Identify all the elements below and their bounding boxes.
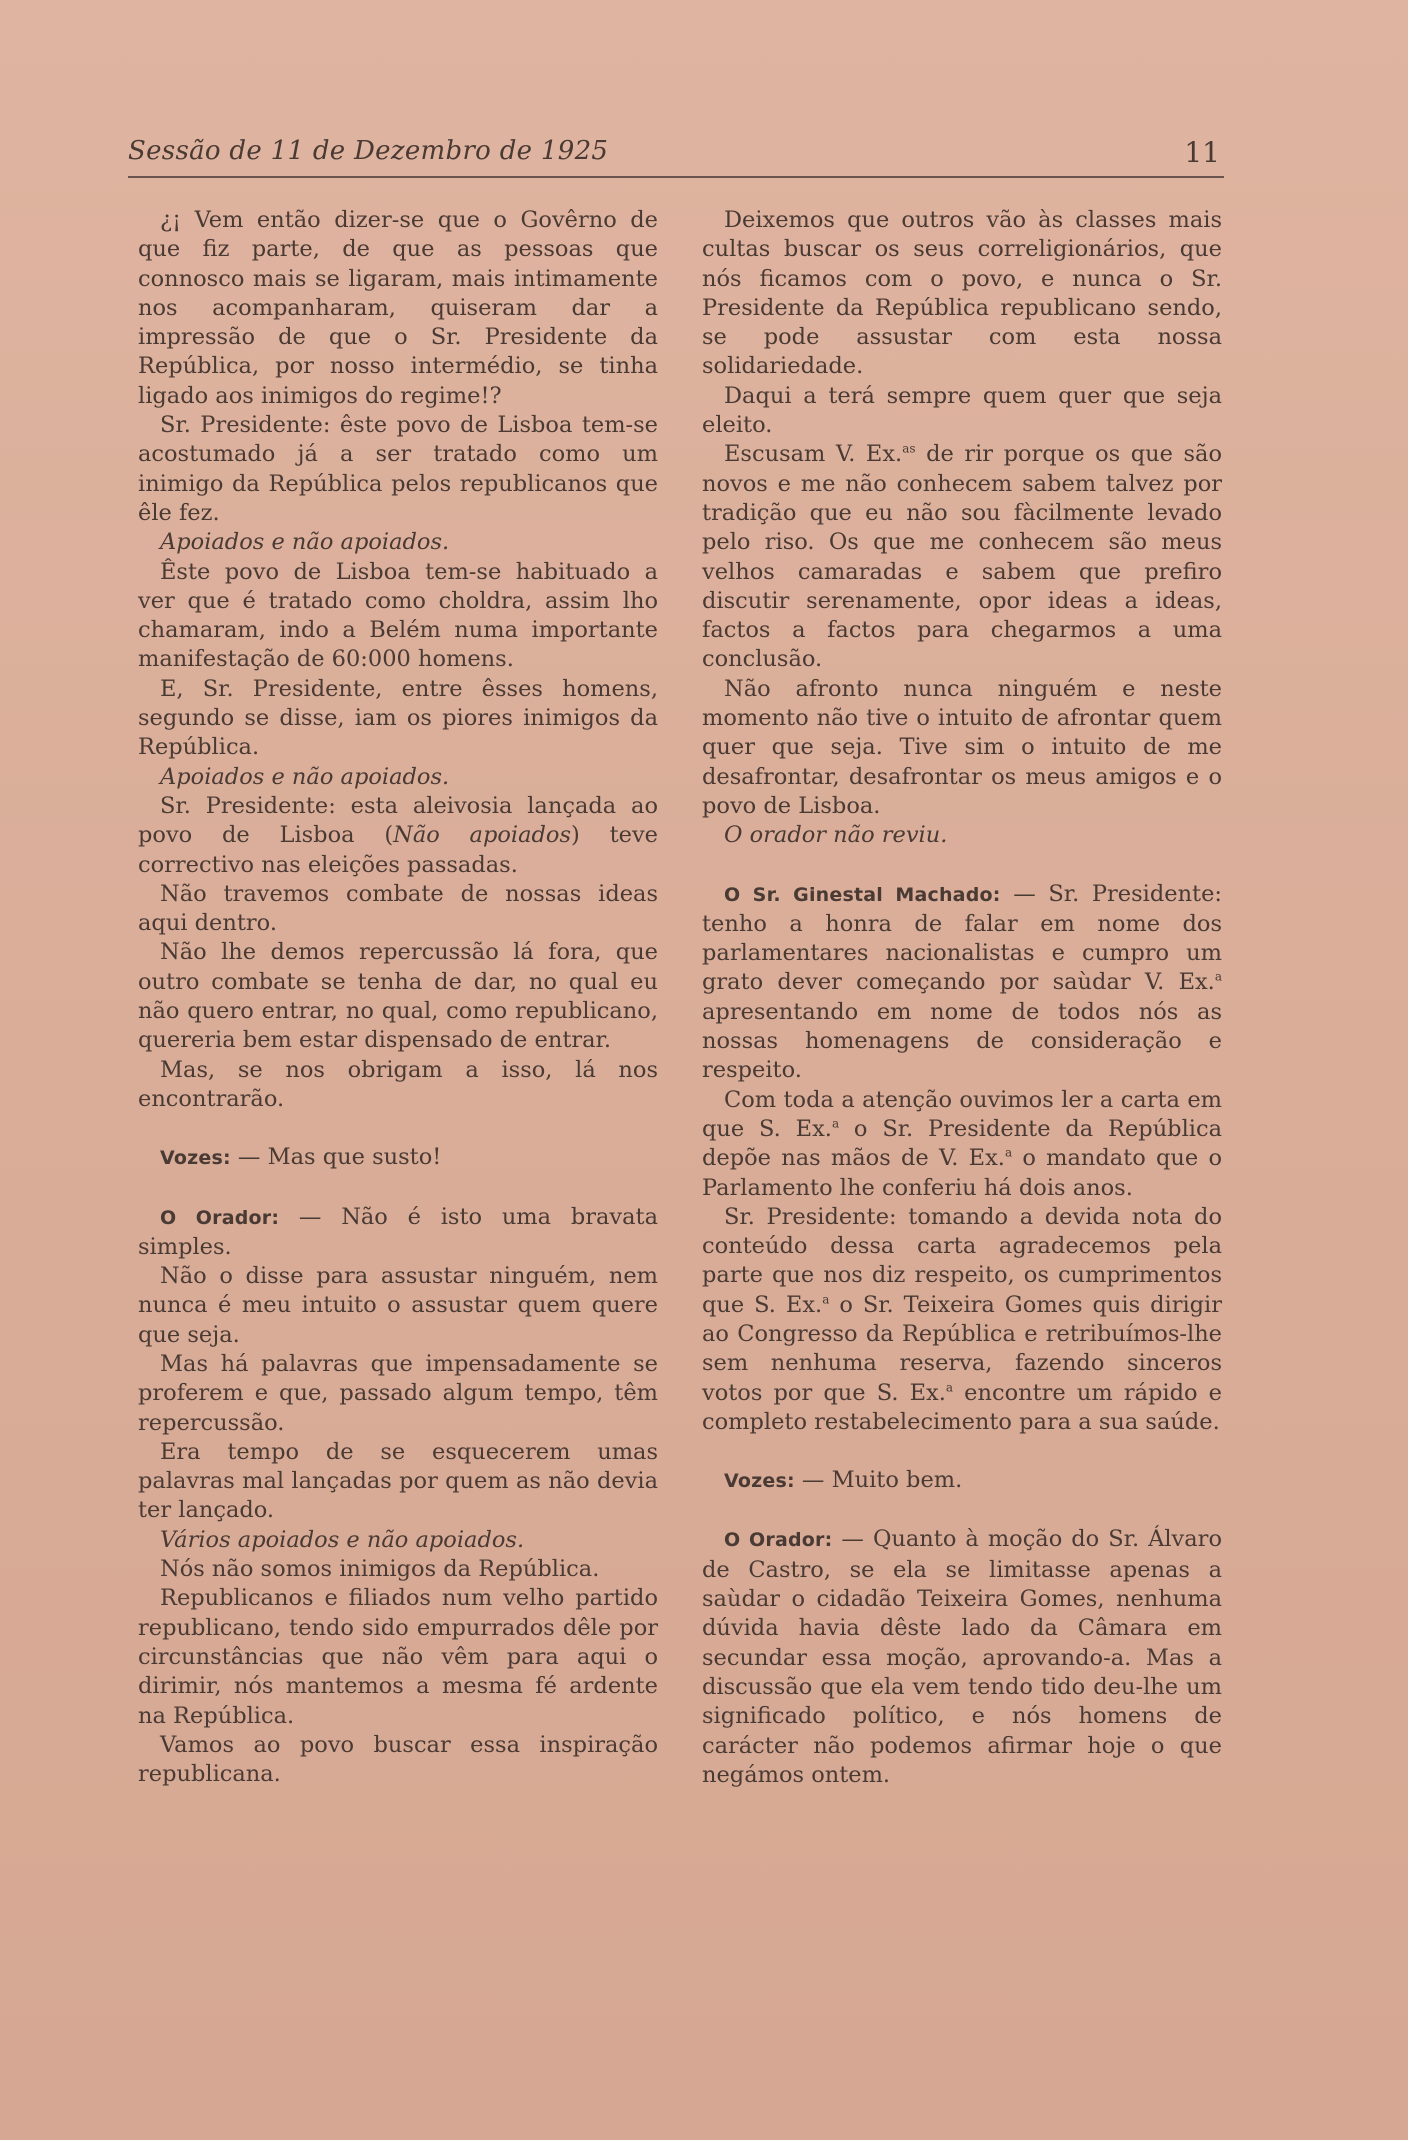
speaker-paragraph xyxy=(702,880,1222,1086)
paragraph xyxy=(138,792,658,880)
superscript: a xyxy=(822,1292,830,1307)
superscript: as xyxy=(902,441,916,456)
paragraph: Daqui a terá sempre quem quer que seja eleito. xyxy=(702,382,1222,439)
paragraph: Mas, se nos obrigam a isso, lá nos encontrarão. xyxy=(138,1056,658,1112)
speaker-name: Vozes: xyxy=(724,1470,795,1493)
text-run: o Sr. Presidente da República depõe nas mãos de V. Ex. xyxy=(702,1115,1222,1172)
speech-text: — Mas que susto! xyxy=(230,1144,442,1171)
paragraph: Não afronto nunca ninguém e neste momento não tive o intuito de afrontar quem quer que seja. Tive sim o intuito de me desafrontar, desafrontar os meus amigos e o povo de Lisboa. xyxy=(702,675,1222,819)
speech-text: — Quanto à moção do Sr. Álvaro de Castro, se ela se limitasse apenas a saùdar o cidadão Teixeira Gomes, nenhuma dúvida havia dêste lado da Câmara em secundar essa moção, aprovando-a. Mas a discussão que ela vem tendo tido deu-lhe um significado político, e nós homens de carácter não podemos afirmar hoje o que negámos ontem. xyxy=(702,1526,1222,1788)
stage-direction: Apoiados e não apoiados. xyxy=(160,763,450,790)
text-run: o Sr. Teixeira Gomes quis dirigir ao Congresso da República e retribuímos-lhe sem nenhuma reserva, fazendo sinceros votos por que S. Ex. xyxy=(702,1291,1223,1406)
speaker-name: O Orador: xyxy=(160,1206,280,1229)
paragraph: Era tempo de se esquecerem umas palavras mal lançadas por quem as não devia ter lançado. xyxy=(138,1438,658,1524)
right-column xyxy=(702,206,1222,1790)
paragraph xyxy=(702,1203,1222,1437)
paragraph: Não travemos combate de nossas ideas aqui dentro. xyxy=(138,880,658,937)
paragraph: E, Sr. Presidente, entre êsses homens, segundo se disse, iam os piores inimigos da República. xyxy=(138,675,658,761)
paragraph: Vamos ao povo buscar essa inspiração republicana. xyxy=(138,1731,658,1788)
session-title: Sessão de 11 de Dezembro de 1925 xyxy=(128,136,609,166)
text-run: Escusam V. Ex. xyxy=(724,441,903,468)
speaker-paragraph xyxy=(138,1143,658,1173)
superscript: a xyxy=(1214,969,1222,984)
speaker-paragraph xyxy=(702,1525,1222,1790)
text-run: Sr. Presidente: esta aleivosia lançada ao povo de Lisboa ( xyxy=(138,792,658,849)
page-number: 11 xyxy=(1184,136,1220,169)
paragraph: Deixemos que outros vão às classes mais cultas buscar os seus correligionários, que nós ficamos com o povo, e nunca o Sr. Presidente da República republicano sendo, se pode assustar com esta nossa solidariedade. xyxy=(702,207,1222,380)
speaker-name: O Sr. Ginestal Machado: xyxy=(724,883,1001,906)
paragraph xyxy=(702,1086,1222,1203)
paragraph: Mas há palavras que impensadamente se proferem e que, passado algum tempo, têm repercussão. xyxy=(138,1350,658,1436)
speaker-name: O Orador: xyxy=(724,1529,833,1552)
stage-direction: Vários apoiados e não apoiados. xyxy=(160,1526,525,1553)
interjection: Não apoiados xyxy=(393,822,572,849)
text-run: o mandato que o Parlamento lhe conferiu há dois anos. xyxy=(702,1145,1222,1201)
stage-direction: O orador não reviu. xyxy=(724,822,948,849)
superscript: a xyxy=(1004,1145,1013,1160)
superscript: a xyxy=(945,1380,954,1395)
stage-direction: Apoiados e não apoiados. xyxy=(160,529,450,556)
page-header xyxy=(128,136,1224,178)
text-run: ) teve correctivo nas eleições passadas. xyxy=(138,822,658,878)
paragraph: Êste povo de Lisboa tem-se habituado a ver que é tratado como choldra, assim lho chamaram, indo a Belém numa importante manifestação de 60:000 homens. xyxy=(138,558,658,673)
speech-text: apresentando em nome de todos nós as nossas homenagens de consideração e respeito. xyxy=(702,998,1222,1084)
paragraph: Republicanos e filiados num velho partido republicano, tendo sido empurrados dêle por circunstâncias que não vêm para aqui o dirimir, nós mantemos a mesma fé ardente na República. xyxy=(138,1585,658,1729)
superscript: a xyxy=(831,1116,840,1131)
text-run: encontre um rápido e completo restabelecimento para a sua saúde. xyxy=(702,1379,1222,1435)
speaker-paragraph xyxy=(702,1466,1222,1496)
left-column xyxy=(138,206,658,1789)
paragraph: Não o disse para assustar ninguém, nem nunca é meu intuito o assustar quem quere que seja. xyxy=(138,1263,658,1348)
text-run: Com toda a atenção ouvimos ler a carta em que S. Ex. xyxy=(702,1086,1222,1142)
speaker-name: Vozes: xyxy=(160,1147,231,1170)
paragraph xyxy=(702,440,1222,674)
paragraph: ¿¡ Vem então dizer-se que o Govêrno de que fiz parte, de que as pessoas que connosco mais se ligaram, mais intimamente nos acompanharam, quiseram dar a impressão de que o Sr. Presidente da República, por nosso intermédio, se tinha ligado aos inimigos do regime!? xyxy=(138,207,658,409)
text-run: Sr. Presidente: tomando a devida nota do conteúdo dessa carta agradecemos pela parte que nos diz respeito, os cumprimentos que S. Ex. xyxy=(702,1203,1222,1318)
paragraph: Não lhe demos repercussão lá fora, que outro combate se tenha de dar, no qual eu não quero entrar, no qual, como republicano, quereria bem estar dispensado de entrar. xyxy=(138,939,658,1054)
speech-text: — Sr. Presidente: tenho a honra de falar em nome dos parlamentares nacionalistas e cumpro um grato dever começando por saùdar V. Ex. xyxy=(702,880,1222,996)
speaker-paragraph xyxy=(138,1203,658,1263)
paragraph: Nós não somos inimigos da República. xyxy=(160,1556,600,1583)
speech-text: — Muito bem. xyxy=(794,1467,963,1494)
text-run: de rir porque os que são novos e me não conhecem sabem talvez por tradição que eu não sou fàcilmente levado pelo riso. Os que me conhecem são meus velhos camaradas e sabem que prefiro discutir serenamente, opor ideas a ideas, factos a factos para chegarmos a uma conclusão. xyxy=(702,441,1222,673)
paragraph: Sr. Presidente: êste povo de Lisboa tem-se acostumado já a ser tratado como um inimigo da República pelos republicanos que êle fez. xyxy=(138,412,658,526)
speech-text: — Não é isto uma bravata simples. xyxy=(138,1203,658,1260)
